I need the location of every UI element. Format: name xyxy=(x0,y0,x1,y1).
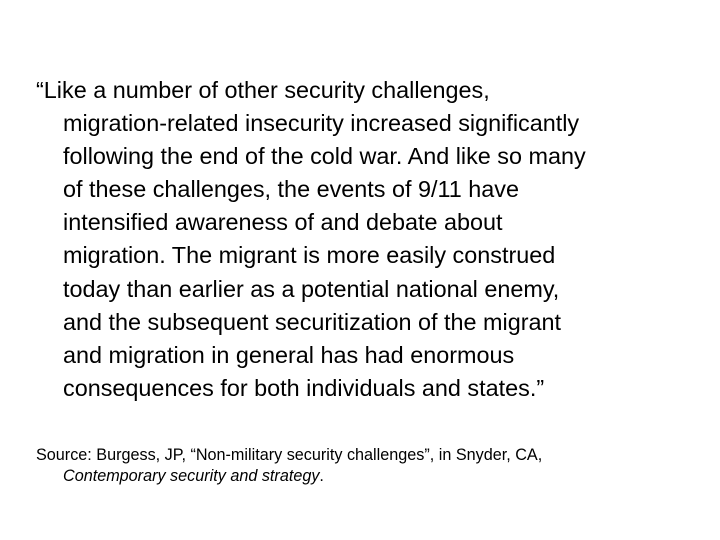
source-book-title: Contemporary security and strategy xyxy=(63,467,320,485)
quote-line: “Like a number of other security challenges, xyxy=(36,77,490,103)
quote-line: of these challenges, the events of 9/11 have xyxy=(63,176,520,203)
source-line: Source: Burgess, JP, “Non-military security challenges”, in Snyder, CA, xyxy=(36,446,543,464)
source-line xyxy=(36,466,716,487)
quote-line: migration-related insecurity increased significantly xyxy=(63,110,580,137)
quote-block xyxy=(36,74,716,405)
quote-line: and the subsequent securitization of the migrant xyxy=(63,308,562,335)
quote-line: migration. The migrant is more easily construed xyxy=(63,242,556,269)
source-citation xyxy=(36,445,716,487)
quote-line: consequences for both individuals and states.” xyxy=(63,374,545,401)
quote-line: and migration in general has had enormous xyxy=(63,341,515,368)
quote-line: following the end of the cold war. And like so many xyxy=(63,143,586,170)
quote-line: today than earlier as a potential national enemy, xyxy=(63,275,560,302)
source-line-end: . xyxy=(319,467,324,485)
quote-line: intensified awareness of and debate about xyxy=(63,209,503,236)
